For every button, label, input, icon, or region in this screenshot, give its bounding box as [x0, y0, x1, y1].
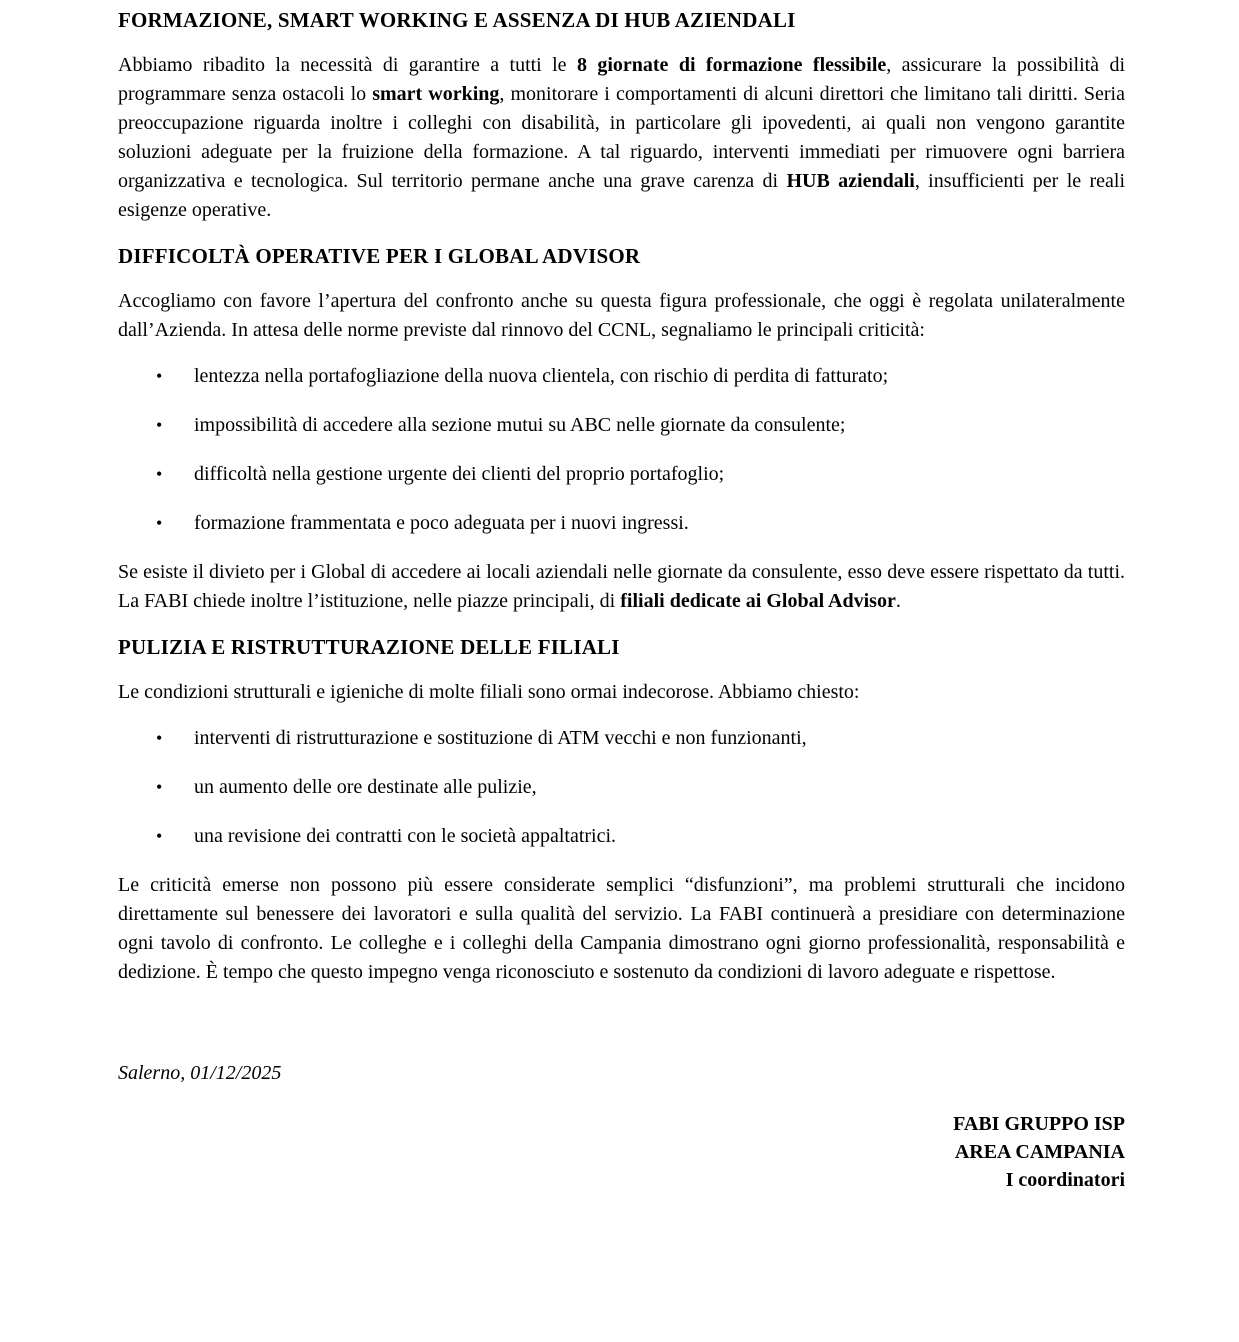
- list-item: [118, 362, 1125, 391]
- bullet-icon: •: [156, 513, 163, 533]
- list-item-text: una revisione dei contratti con le società appaltatrici.: [194, 825, 617, 847]
- section-heading-global-advisor: DIFFICOLTÀ OPERATIVE PER I GLOBAL ADVISOR: [118, 244, 641, 268]
- list-item: [118, 411, 1125, 440]
- bullet-icon: •: [156, 826, 163, 846]
- text-run: .: [895, 590, 901, 612]
- bullet-icon: •: [156, 464, 163, 484]
- bullet-icon: •: [156, 728, 163, 748]
- paragraph-global-advisor-intro: Accogliamo con favore l’apertura del confronto anche su questa figura professionale, che oggi è regolata unilateralmente dall’Azienda. In attesa delle norme previste dal rinnovo del CCNL, segnaliamo le principali criticità:: [118, 290, 1125, 341]
- text-run: , monitorare i comportamenti di alcuni direttori che limitano tali diritti. Seria preoccupazione riguarda inoltre i colleghi con disabilità, in particolare gli ipovedenti, ai quali non vengono garantite soluzioni adeguate per la fruizione della formazione. A tal riguardo, interventi immediati per rimuovere ogni barriera organizzativa e tecnologica. Sul territorio permane anche una grave carenza di: [118, 83, 1125, 192]
- section-heading-formazione: FORMAZIONE, SMART WORKING E ASSENZA DI HUB AZIENDALI: [118, 8, 796, 32]
- signature-block: [118, 1110, 1125, 1194]
- list-item: [118, 724, 1125, 753]
- bullet-icon: •: [156, 366, 163, 386]
- list-item: [118, 509, 1125, 538]
- list-item: [118, 822, 1125, 851]
- list-item-text: formazione frammentata e poco adeguata per i nuovi ingressi.: [194, 512, 689, 534]
- text-run: , assicurare la possibilità di programmare senza ostacoli lo: [118, 54, 1126, 105]
- bullet-icon: •: [156, 415, 163, 435]
- list-item: [118, 460, 1125, 489]
- text-run-bold: smart working: [372, 83, 500, 105]
- signature-line-area: AREA CAMPANIA: [954, 1141, 1125, 1163]
- paragraph-formazione: [118, 51, 1125, 225]
- signature-line-role: I coordinatori: [1005, 1169, 1125, 1191]
- dateline: Salerno, 01/12/2025: [118, 1062, 282, 1084]
- signature-line-org: FABI GRUPPO ISP: [953, 1113, 1125, 1135]
- list-item-text: difficoltà nella gestione urgente dei clienti del proprio portafoglio;: [194, 463, 725, 485]
- bullet-icon: •: [156, 777, 163, 797]
- text-run-bold: filiali dedicate ai Global Advisor: [620, 590, 896, 612]
- text-run: , insufficienti per le reali esigenze operative.: [118, 170, 1126, 221]
- text-run-bold: 8 giornate di formazione flessibile: [576, 54, 887, 76]
- paragraph-global-advisor-closing: [118, 558, 1125, 616]
- text-run: Se esiste il divieto per i Global di accedere ai locali aziendali nelle giornate da consulente, esso deve essere rispettato da tutti. La FABI chiede inoltre l’istituzione, nelle piazze principali, di: [118, 561, 1125, 612]
- list-item-text: interventi di ristrutturazione e sostituzione di ATM vecchi e non funzionanti,: [194, 727, 807, 749]
- list-item-text: un aumento delle ore destinate alle pulizie,: [194, 776, 537, 798]
- section-heading-pulizia: PULIZIA E RISTRUTTURAZIONE DELLE FILIALI: [118, 635, 620, 659]
- bullet-list-pulizia: [118, 724, 1125, 851]
- bullet-list-global-advisor: [118, 362, 1125, 538]
- list-item-text: lentezza nella portafogliazione della nuova clientela, con rischio di perdita di fatturato;: [194, 365, 889, 387]
- paragraph-conclusion: Le criticità emerse non possono più essere considerate semplici “disfunzioni”, ma problemi strutturali che incidono direttamente sul benessere dei lavoratori e sulla qualità del servizio. La FABI continuerà a presidiare con determinazione ogni tavolo di confronto. Le colleghe e i colleghi della Campania dimostrano ogni giorno professionalità, responsabilità e dedizione. È tempo che questo impegno venga riconosciuto e sostenuto da condizioni di lavoro adeguate e rispettose.: [118, 874, 1125, 983]
- list-item: [118, 773, 1125, 802]
- text-run: Abbiamo ribadito la necessità di garantire a tutti le: [118, 54, 577, 76]
- paragraph-pulizia-intro: Le condizioni strutturali e igieniche di molte filiali sono ormai indecorose. Abbiamo chiesto:: [118, 681, 860, 703]
- text-run-bold: HUB aziendali: [786, 170, 915, 192]
- list-item-text: impossibilità di accedere alla sezione mutui su ABC nelle giornate da consulente;: [194, 414, 846, 436]
